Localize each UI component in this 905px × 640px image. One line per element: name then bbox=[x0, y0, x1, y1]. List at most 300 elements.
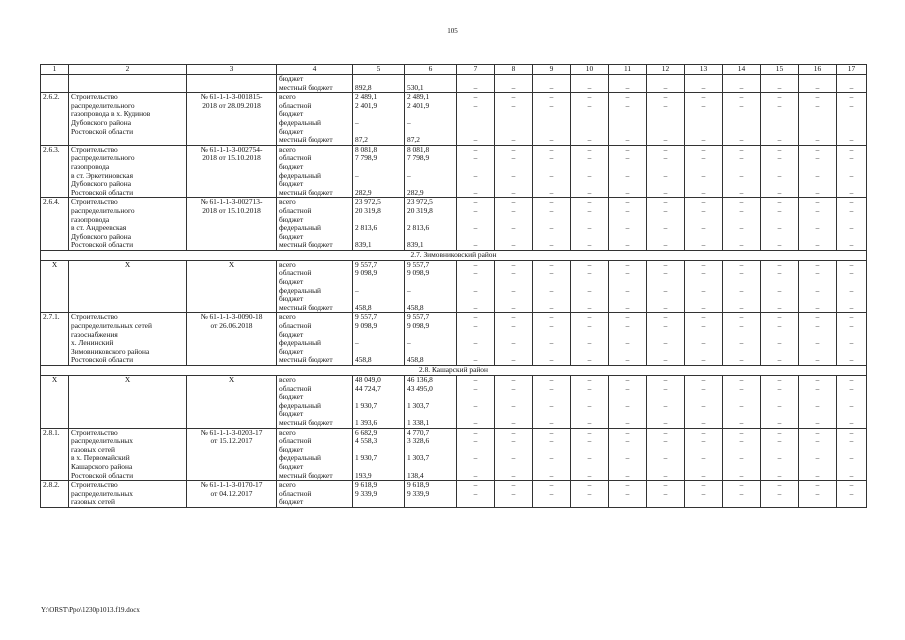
value-col17: – bbox=[837, 339, 867, 348]
value-col5: 2 489,1 bbox=[353, 93, 405, 102]
value-col9: – bbox=[533, 145, 571, 154]
project-doc-number: Х bbox=[187, 376, 277, 385]
value-col12: – bbox=[647, 376, 685, 385]
project-doc-number bbox=[187, 339, 277, 348]
value-col7: – bbox=[457, 419, 495, 428]
value-col13: – bbox=[685, 428, 723, 437]
value-col13: – bbox=[685, 84, 723, 93]
value-col12: – bbox=[647, 481, 685, 490]
value-col15 bbox=[761, 348, 799, 357]
funding-source: бюджет bbox=[277, 128, 353, 137]
value-col9: – bbox=[533, 490, 571, 499]
value-col14 bbox=[723, 180, 761, 189]
value-col10: – bbox=[571, 207, 609, 216]
value-col11: – bbox=[609, 339, 647, 348]
value-col11: – bbox=[609, 189, 647, 198]
value-col13 bbox=[685, 163, 723, 172]
value-col15 bbox=[761, 393, 799, 402]
value-col11: – bbox=[609, 207, 647, 216]
value-col15: – bbox=[761, 172, 799, 181]
value-col13: – bbox=[685, 481, 723, 490]
value-col10: – bbox=[571, 260, 609, 269]
value-col5: 6 682,9 bbox=[353, 428, 405, 437]
object-name: Ростовской области bbox=[69, 189, 187, 198]
table-row bbox=[41, 198, 867, 207]
value-col8 bbox=[495, 463, 533, 472]
value-col5: – bbox=[353, 287, 405, 296]
project-doc-number bbox=[187, 472, 277, 481]
value-col12 bbox=[647, 163, 685, 172]
value-col13: – bbox=[685, 472, 723, 481]
value-col13 bbox=[685, 463, 723, 472]
value-col16 bbox=[799, 331, 837, 340]
table-row bbox=[41, 216, 867, 225]
value-col10 bbox=[571, 110, 609, 119]
column-header-7: 7 bbox=[457, 65, 495, 75]
object-name bbox=[69, 402, 187, 411]
value-col11: – bbox=[609, 402, 647, 411]
value-col14: – bbox=[723, 172, 761, 181]
value-col9: – bbox=[533, 322, 571, 331]
value-col8: – bbox=[495, 241, 533, 250]
value-col11: – bbox=[609, 269, 647, 278]
value-col6: 9 339,9 bbox=[405, 490, 457, 499]
value-col17: – bbox=[837, 481, 867, 490]
funding-source: всего bbox=[277, 428, 353, 437]
value-col8: – bbox=[495, 322, 533, 331]
value-col8: – bbox=[495, 454, 533, 463]
value-col8 bbox=[495, 393, 533, 402]
value-col6: 46 136,8 bbox=[405, 376, 457, 385]
object-name: распределительного bbox=[69, 207, 187, 216]
column-header-1: 1 bbox=[41, 65, 69, 75]
value-col11: – bbox=[609, 84, 647, 93]
value-col6: 458,8 bbox=[405, 304, 457, 313]
project-doc-number bbox=[187, 402, 277, 411]
object-id: 2.6.4. bbox=[41, 198, 69, 207]
value-col13: – bbox=[685, 93, 723, 102]
funding-source: всего bbox=[277, 260, 353, 269]
object-id: Х bbox=[41, 260, 69, 269]
project-doc-number: 2018 от 15.10.2018 bbox=[187, 154, 277, 163]
funding-source: бюджет bbox=[277, 110, 353, 119]
value-col9 bbox=[533, 498, 571, 507]
value-col9 bbox=[533, 331, 571, 340]
value-col5: 9 618,9 bbox=[353, 481, 405, 490]
value-col5 bbox=[353, 163, 405, 172]
value-col10: – bbox=[571, 356, 609, 365]
value-col11: – bbox=[609, 437, 647, 446]
funding-source: федеральный bbox=[277, 172, 353, 181]
value-col11 bbox=[609, 75, 647, 84]
value-col17: – bbox=[837, 224, 867, 233]
value-col14 bbox=[723, 128, 761, 137]
value-col15 bbox=[761, 233, 799, 242]
table-row bbox=[41, 163, 867, 172]
project-doc-number: 2018 от 28.09.2018 bbox=[187, 102, 277, 111]
value-col10: – bbox=[571, 322, 609, 331]
value-col5: 892,8 bbox=[353, 84, 405, 93]
value-col9 bbox=[533, 163, 571, 172]
value-col16: – bbox=[799, 454, 837, 463]
value-col5 bbox=[353, 278, 405, 287]
value-col16 bbox=[799, 463, 837, 472]
value-col17: – bbox=[837, 376, 867, 385]
object-name: газопровода bbox=[69, 216, 187, 225]
object-id bbox=[41, 331, 69, 340]
value-col17: – bbox=[837, 189, 867, 198]
value-col12: – bbox=[647, 84, 685, 93]
value-col12: – bbox=[647, 402, 685, 411]
project-doc-number bbox=[187, 446, 277, 455]
value-col14 bbox=[723, 216, 761, 225]
value-col7: – bbox=[457, 154, 495, 163]
value-col8 bbox=[495, 498, 533, 507]
project-doc-number: № 61-1-1-3-0170-17 bbox=[187, 481, 277, 490]
value-col5: 20 319,8 bbox=[353, 207, 405, 216]
object-id bbox=[41, 339, 69, 348]
value-col13 bbox=[685, 348, 723, 357]
value-col6 bbox=[405, 331, 457, 340]
funding-source: местный бюджет bbox=[277, 419, 353, 428]
table-row bbox=[41, 84, 867, 93]
value-col14: – bbox=[723, 304, 761, 313]
project-doc-number bbox=[187, 269, 277, 278]
object-id bbox=[41, 216, 69, 225]
table-row bbox=[41, 428, 867, 437]
value-col15: – bbox=[761, 260, 799, 269]
value-col14 bbox=[723, 446, 761, 455]
project-doc-number bbox=[187, 385, 277, 394]
value-col8: – bbox=[495, 472, 533, 481]
value-col14: – bbox=[723, 490, 761, 499]
column-number-header bbox=[41, 65, 867, 75]
value-col6: 2 401,9 bbox=[405, 102, 457, 111]
value-col12 bbox=[647, 446, 685, 455]
value-col7: – bbox=[457, 322, 495, 331]
value-col6 bbox=[405, 233, 457, 242]
object-id bbox=[41, 356, 69, 365]
value-col7 bbox=[457, 331, 495, 340]
value-col11 bbox=[609, 233, 647, 242]
object-name: распределительного bbox=[69, 102, 187, 111]
value-col15: – bbox=[761, 339, 799, 348]
funding-source: областной bbox=[277, 490, 353, 499]
project-doc-number bbox=[187, 216, 277, 225]
table-row bbox=[41, 172, 867, 181]
funding-source: областной bbox=[277, 385, 353, 394]
value-col8 bbox=[495, 331, 533, 340]
value-col7: – bbox=[457, 269, 495, 278]
value-col16: – bbox=[799, 260, 837, 269]
value-col13: – bbox=[685, 269, 723, 278]
project-doc-number bbox=[187, 224, 277, 233]
value-col5: 458,8 bbox=[353, 356, 405, 365]
value-col15: – bbox=[761, 269, 799, 278]
value-col12 bbox=[647, 128, 685, 137]
value-col16: – bbox=[799, 481, 837, 490]
funding-source: областной bbox=[277, 322, 353, 331]
value-col13: – bbox=[685, 145, 723, 154]
table-row bbox=[41, 356, 867, 365]
object-name bbox=[69, 295, 187, 304]
value-col15: – bbox=[761, 145, 799, 154]
value-col16: – bbox=[799, 287, 837, 296]
value-col8 bbox=[495, 233, 533, 242]
value-col8: – bbox=[495, 189, 533, 198]
value-col17 bbox=[837, 110, 867, 119]
value-col8: – bbox=[495, 490, 533, 499]
value-col12: – bbox=[647, 93, 685, 102]
value-col7: – bbox=[457, 145, 495, 154]
table-row bbox=[41, 128, 867, 137]
value-col16: – bbox=[799, 490, 837, 499]
value-col10: – bbox=[571, 269, 609, 278]
value-col16: – bbox=[799, 437, 837, 446]
value-col8: – bbox=[495, 102, 533, 111]
value-col17: – bbox=[837, 93, 867, 102]
value-col14 bbox=[723, 75, 761, 84]
value-col5: 9 557,7 bbox=[353, 260, 405, 269]
value-col12: – bbox=[647, 189, 685, 198]
funding-source: бюджет bbox=[277, 216, 353, 225]
value-col9: – bbox=[533, 304, 571, 313]
value-col12: – bbox=[647, 339, 685, 348]
table-row bbox=[41, 322, 867, 331]
value-col9: – bbox=[533, 154, 571, 163]
value-col6 bbox=[405, 163, 457, 172]
value-col15: – bbox=[761, 356, 799, 365]
object-name bbox=[69, 75, 187, 84]
value-col6 bbox=[405, 295, 457, 304]
value-col12 bbox=[647, 216, 685, 225]
project-doc-number bbox=[187, 278, 277, 287]
value-col9: – bbox=[533, 224, 571, 233]
object-id bbox=[41, 110, 69, 119]
object-id: 2.8.1. bbox=[41, 428, 69, 437]
value-col9: – bbox=[533, 313, 571, 322]
value-col11: – bbox=[609, 490, 647, 499]
value-col17: – bbox=[837, 136, 867, 145]
project-doc-number bbox=[187, 128, 277, 137]
value-col9: – bbox=[533, 472, 571, 481]
value-col17: – bbox=[837, 454, 867, 463]
value-col15: – bbox=[761, 198, 799, 207]
value-col17: – bbox=[837, 437, 867, 446]
funding-source: всего bbox=[277, 313, 353, 322]
value-col14 bbox=[723, 463, 761, 472]
value-col16: – bbox=[799, 339, 837, 348]
object-id bbox=[41, 295, 69, 304]
value-col14 bbox=[723, 233, 761, 242]
value-col7: – bbox=[457, 102, 495, 111]
section-row bbox=[41, 366, 867, 376]
value-col14: – bbox=[723, 224, 761, 233]
value-col12: – bbox=[647, 419, 685, 428]
value-col13: – bbox=[685, 241, 723, 250]
value-col12 bbox=[647, 110, 685, 119]
value-col17: – bbox=[837, 313, 867, 322]
value-col17: – bbox=[837, 172, 867, 181]
table-row bbox=[41, 119, 867, 128]
value-col6: 20 319,8 bbox=[405, 207, 457, 216]
value-col16: – bbox=[799, 419, 837, 428]
table-row bbox=[41, 260, 867, 269]
value-col13: – bbox=[685, 376, 723, 385]
value-col13 bbox=[685, 278, 723, 287]
value-col17 bbox=[837, 75, 867, 84]
funding-source: федеральный bbox=[277, 402, 353, 411]
table-row bbox=[41, 498, 867, 507]
object-id bbox=[41, 446, 69, 455]
table-row bbox=[41, 75, 867, 84]
value-col10 bbox=[571, 119, 609, 128]
value-col10: – bbox=[571, 189, 609, 198]
value-col12 bbox=[647, 180, 685, 189]
value-col7 bbox=[457, 278, 495, 287]
value-col5 bbox=[353, 393, 405, 402]
funding-source: местный бюджет bbox=[277, 136, 353, 145]
value-col13: – bbox=[685, 198, 723, 207]
value-col14 bbox=[723, 331, 761, 340]
value-col9 bbox=[533, 463, 571, 472]
object-name bbox=[69, 419, 187, 428]
value-col17 bbox=[837, 463, 867, 472]
table-row bbox=[41, 154, 867, 163]
value-col14: – bbox=[723, 154, 761, 163]
value-col11 bbox=[609, 498, 647, 507]
table-row bbox=[41, 313, 867, 322]
value-col16: – bbox=[799, 145, 837, 154]
value-col9 bbox=[533, 233, 571, 242]
value-col13 bbox=[685, 128, 723, 137]
value-col16 bbox=[799, 393, 837, 402]
value-col10: – bbox=[571, 304, 609, 313]
value-col16 bbox=[799, 75, 837, 84]
value-col17: – bbox=[837, 419, 867, 428]
value-col9 bbox=[533, 75, 571, 84]
value-col13 bbox=[685, 410, 723, 419]
value-col16 bbox=[799, 348, 837, 357]
value-col12 bbox=[647, 233, 685, 242]
value-col8: – bbox=[495, 356, 533, 365]
value-col9: – bbox=[533, 419, 571, 428]
table-row bbox=[41, 339, 867, 348]
value-col7: – bbox=[457, 437, 495, 446]
value-col5: – bbox=[353, 119, 405, 128]
value-col12 bbox=[647, 119, 685, 128]
project-doc-number bbox=[187, 348, 277, 357]
funding-source: местный бюджет bbox=[277, 304, 353, 313]
budget-table bbox=[40, 64, 867, 508]
funding-source: местный бюджет bbox=[277, 84, 353, 93]
object-name: Дубовского района bbox=[69, 180, 187, 189]
object-id bbox=[41, 180, 69, 189]
table-row bbox=[41, 102, 867, 111]
object-name: в ст. Андреевская bbox=[69, 224, 187, 233]
project-doc-number bbox=[187, 172, 277, 181]
value-col11: – bbox=[609, 385, 647, 394]
value-col9 bbox=[533, 128, 571, 137]
value-col11 bbox=[609, 163, 647, 172]
funding-source: областной bbox=[277, 437, 353, 446]
value-col8: – bbox=[495, 260, 533, 269]
value-col6 bbox=[405, 410, 457, 419]
value-col11 bbox=[609, 331, 647, 340]
object-name: распределительных bbox=[69, 437, 187, 446]
value-col6: 530,1 bbox=[405, 84, 457, 93]
funding-source: федеральный bbox=[277, 454, 353, 463]
value-col6 bbox=[405, 498, 457, 507]
value-col7: – bbox=[457, 260, 495, 269]
funding-source: бюджет bbox=[277, 498, 353, 507]
value-col12: – bbox=[647, 304, 685, 313]
value-col9: – bbox=[533, 260, 571, 269]
value-col8 bbox=[495, 446, 533, 455]
value-col13: – bbox=[685, 260, 723, 269]
value-col7 bbox=[457, 75, 495, 84]
object-id: Х bbox=[41, 376, 69, 385]
value-col10: – bbox=[571, 481, 609, 490]
value-col10 bbox=[571, 233, 609, 242]
value-col8: – bbox=[495, 304, 533, 313]
value-col7: – bbox=[457, 472, 495, 481]
value-col7: – bbox=[457, 189, 495, 198]
value-col12: – bbox=[647, 224, 685, 233]
value-col8: – bbox=[495, 198, 533, 207]
value-col8: – bbox=[495, 428, 533, 437]
value-col17: – bbox=[837, 356, 867, 365]
value-col6: 9 557,7 bbox=[405, 260, 457, 269]
value-col8 bbox=[495, 278, 533, 287]
value-col8: – bbox=[495, 269, 533, 278]
value-col10: – bbox=[571, 172, 609, 181]
value-col15: – bbox=[761, 481, 799, 490]
funding-source: бюджет bbox=[277, 410, 353, 419]
value-col9: – bbox=[533, 172, 571, 181]
value-col14: – bbox=[723, 198, 761, 207]
value-col15: – bbox=[761, 419, 799, 428]
value-col6: – bbox=[405, 339, 457, 348]
value-col6 bbox=[405, 110, 457, 119]
value-col6: 458,8 bbox=[405, 356, 457, 365]
value-col7: – bbox=[457, 172, 495, 181]
value-col15: – bbox=[761, 189, 799, 198]
value-col6: – bbox=[405, 287, 457, 296]
value-col9: – bbox=[533, 189, 571, 198]
value-col7 bbox=[457, 410, 495, 419]
value-col8 bbox=[495, 75, 533, 84]
table-row bbox=[41, 287, 867, 296]
value-col16 bbox=[799, 410, 837, 419]
object-name: Дубовского района bbox=[69, 233, 187, 242]
value-col15 bbox=[761, 498, 799, 507]
object-name: Строительство bbox=[69, 313, 187, 322]
object-id bbox=[41, 207, 69, 216]
object-name: в ст. Эркетиновская bbox=[69, 172, 187, 181]
value-col15: – bbox=[761, 224, 799, 233]
value-col8 bbox=[495, 410, 533, 419]
object-name: Строительство bbox=[69, 428, 187, 437]
value-col9 bbox=[533, 278, 571, 287]
value-col8 bbox=[495, 295, 533, 304]
column-header-8: 8 bbox=[495, 65, 533, 75]
value-col10 bbox=[571, 348, 609, 357]
value-col7 bbox=[457, 446, 495, 455]
value-col6 bbox=[405, 278, 457, 287]
object-id bbox=[41, 189, 69, 198]
project-doc-number bbox=[187, 136, 277, 145]
